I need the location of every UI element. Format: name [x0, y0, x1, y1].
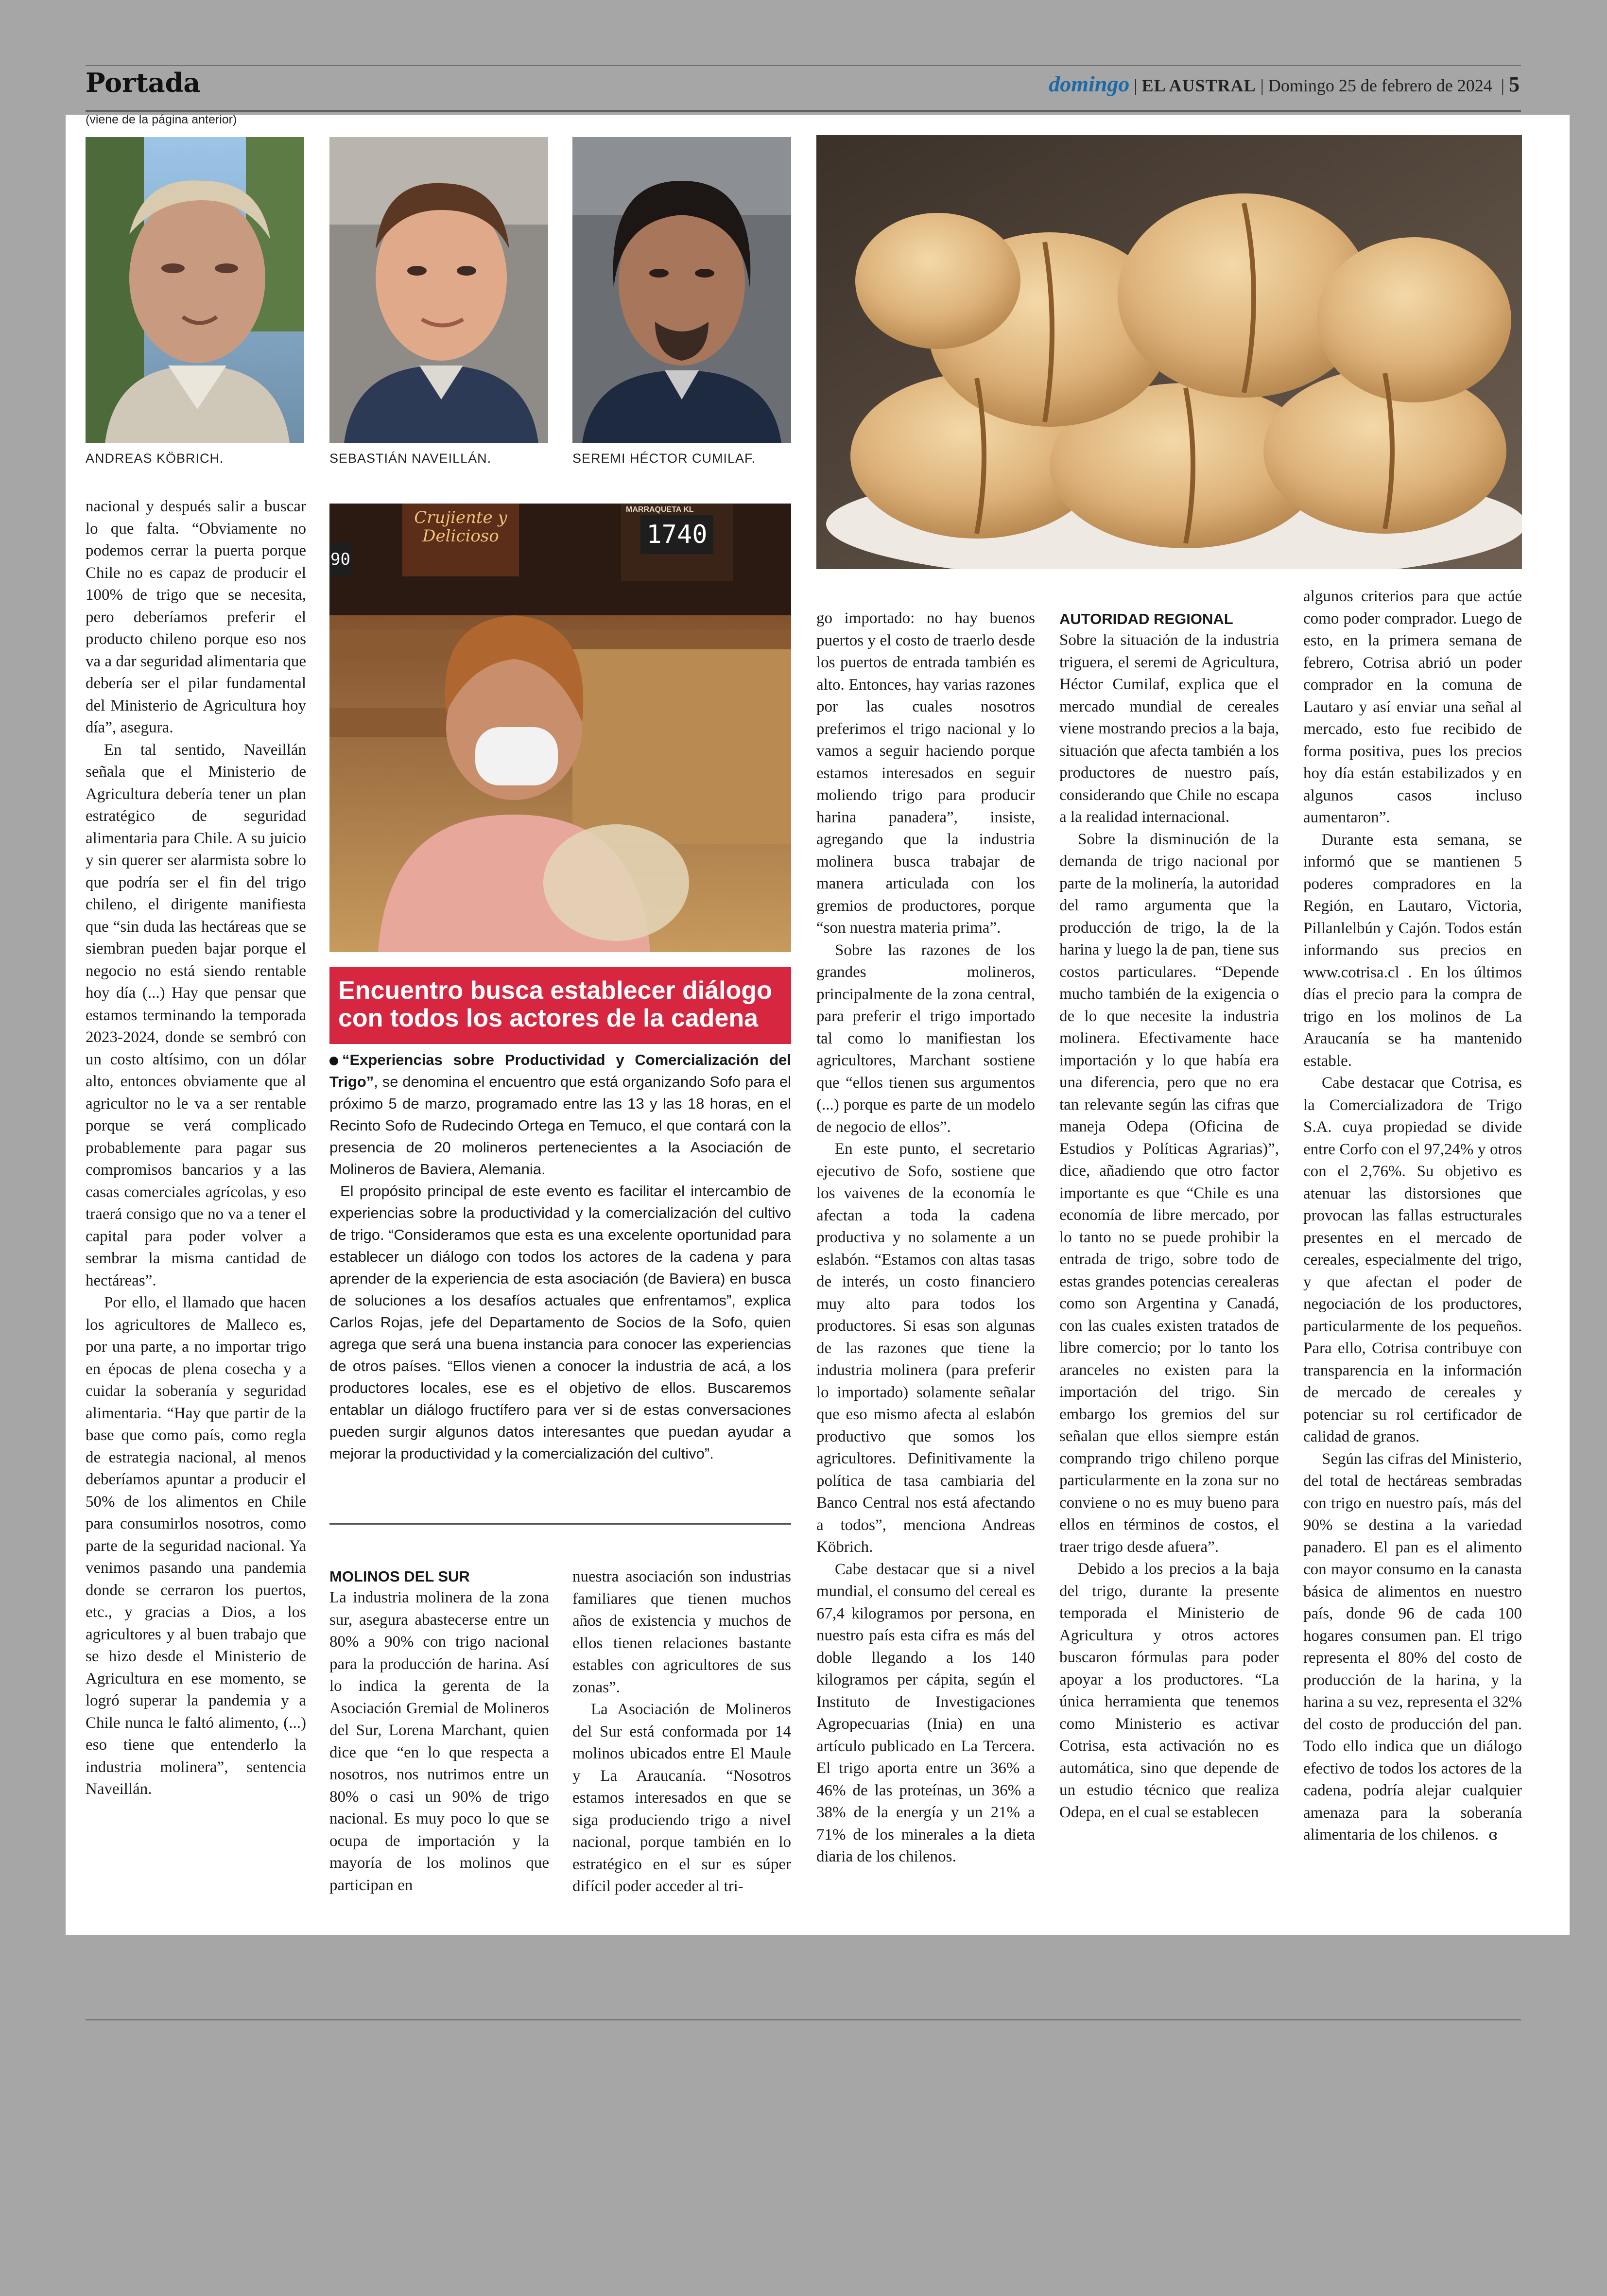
brand-name: domingo — [1049, 71, 1130, 96]
paragraph: Debido a los precios a la baja del trigo, durante la presente temporada el Ministerio de Agricultura y otros actores buscaron fórmulas para poder apoyar a los productores. “La única herramienta que tenemos como Ministerio es activar Cotrisa, esta activación no es automática, sino que depende de un estudio técnico que realiza Odepa, en el cual se establecen — [1059, 1560, 1279, 1821]
header-top-rule — [86, 65, 1521, 66]
portrait-hector-cumilaf — [572, 137, 791, 443]
header-bottom-rule — [86, 110, 1521, 112]
paragraph: algunos criterios para que actúe como poder comprador. Luego de esto, en la primera semana de febrero, Cotrisa abrió un poder comprador en la comuna de Lautaro y así enviar una señal al mercado, esto fue recibido de forma positiva, pues los precios hoy día están estabilizados y en algunos casos incluso aumentaron”. — [1303, 588, 1522, 826]
caption-portrait-1: ANDREAS KÖBRICH. — [86, 451, 224, 466]
bakery-sign-2: MARRAQUETA KL — [626, 505, 694, 514]
paragraph: En tal sentido, Naveillán señala que el Ministerio de Agricultura debería tener un plan estratégico de seguridad alimentaria para Chile. A su juicio y sin querer ser alarmista sobre lo que podría ser el fin del trigo chileno, el dirigente manifiesta que “sin duda las hectáreas que se siembran pueden bajar porque el negocio no está siendo rentable hoy día (...) Hay que pensar que estamos terminando la temporada 2023-2024, donde se sembró con un costo altísimo, con un dólar alto, entonces obviamente que al agricultor no le va a ser rentable porque se verá complicado probablemente para pagar sus compromisos bancarios y a las casas comerciales agrícolas, y eso traerá consigo que no va a tener el capital para poder volver a sembrar la misma cantidad de hectáreas”. — [86, 741, 306, 1289]
box-headline: Encuentro busca establecer diálogo con todos los actores de la cadena — [329, 967, 791, 1044]
caption-portrait-3: SEREMI HÉCTOR CUMILAF. — [572, 451, 756, 466]
masthead: domingo | EL AUSTRAL | Domingo 25 de febrero de 2024 | 5 — [1049, 71, 1520, 96]
paragraph: La industria molinera de la zona sur, asegura abastecerse entre un 80% a 90% con trigo nacional para la producción de harina. Así lo indica la gerenta de la Asociación Gremial de Molineros del Sur, Lorena Marchant, quien dice que “en lo que respecta a nosotros, nos nutrimos entre un 80% o casi un 90% de trigo nacional. Es muy poco lo que se ocupa de importación y la mayoría de los molinos que participan en — [329, 1589, 549, 1894]
bread-photo — [816, 135, 1522, 569]
article-column-4 — [816, 608, 1035, 1910]
box-body — [329, 1049, 791, 1464]
subhead-autoridad: AUTORIDAD REGIONAL — [1059, 610, 1233, 627]
bakery-photo — [329, 504, 791, 952]
article-column-5 — [1059, 609, 1279, 1911]
caption-portrait-2: SEBASTIÁN NAVEILLÁN. — [329, 451, 492, 466]
box-lead-rest: , se denomina el encuentro que está organizando Sofo para el próximo 5 de marzo, programado entre las 13 y las 18 horas, en el Recinto Sofo de Rudecindo Ortega en Temuco, el que contará con la presencia de 20 molineros pertenecientes a la Asociación de Molineros de Baviera, Alemania. — [329, 1073, 791, 1178]
paper-name: EL AUSTRAL — [1141, 76, 1256, 95]
paragraph: Cabe destacar que Cotrisa, es la Comercializadora de Trigo S.A. cuya propiedad se divide entre Corfo con el 97,24% y otros con el 2,76%. Su objetivo es atenuar las distorsiones que provocan las fallas estructurales presentes en el mercado de cereales, especialmente del trigo, y que afectan el poder de negociación de los productores, particularmente de los pequeños. Para ello, Cotrisa contribuye con transparencia en la información de mercado de cereales y potenciar su rol certificador de calidad de granos. — [1303, 1074, 1522, 1445]
paragraph: Por ello, el llamado que hacen los agricultores de Malleco es, por una parte, a no importar trigo en épocas de plena cosecha y a cuidar la soberanía y seguridad alimentaria. “Hay que partir de la base que como país, como regla de estrategia nacional, al menos deberíamos apuntar a producir el 50% de los alimentos en Chile para consumirlos nosotros, como parte de la seguridad nacional. Ya venimos pasando una pandemia donde se cerraron los puertos, etc., y gracias a Dios, a los agricultores y al buen trabajo que se hizo desde el Ministerio de Agricultura en ese momento, se logró superar la pandemia y a Chile nunca le faltó alimento, (...) eso tiene que entenderlo la industria molinera”, sentencia Naveillán. — [86, 1294, 306, 1798]
page-number: 5 — [1509, 72, 1520, 96]
bullet-dot — [329, 1057, 338, 1065]
article-column-3 — [572, 1566, 791, 1906]
box-lead-bold: “Experiencias sobre Productividad y Comercialización del Trigo” — [329, 1051, 791, 1090]
article-column-2 — [329, 1566, 549, 1906]
footer-rule — [86, 2019, 1521, 2020]
paragraph: nacional y después salir a buscar lo que falta. “Obviamente no podemos cerrar la puerta porque Chile no es capaz de producir el 100% de trigo que se necesita, pero deberíamos preferir el producto chileno porque eso nos va a dar seguridad alimentaria que debería ser el pilar fundamental del Ministerio de Agricultura hoy día”, asegura. — [86, 498, 306, 736]
paragraph: Sobre la situación de la industria triguera, el seremi de Agricultura, Héctor Cumilaf, explica que el mercado mundial de cereales viene mostrando precios a la baja, situación que afecta también a los productores de nuestro país, considerando que Chile no escapa a la realidad internacional. — [1059, 631, 1279, 826]
subhead-molinos: MOLINOS DEL SUR — [329, 1568, 470, 1585]
paragraph: Según las cifras del Ministerio, del total de hectáreas sembradas con trigo en nuestro país, más del 90% se destina a la variedad panadero. El pan es el alimento con mayor consumo en la canasta básica de alimentos en nuestro país, donde 96 de cada 100 hogares consumen pan. El trigo representa el 80% del costo de producción de la harina, y la harina a su vez, representa el 32% del costo de producción del pan. Todo ello indica que un diálogo efectivo de todos los actores de la cadena, podría alejar cualquier amenaza para la soberanía alimentaria de los chilenos. ɞ — [1303, 1450, 1522, 1844]
article-column-1 — [86, 496, 306, 1905]
paragraph: go importado: no hay buenos puertos y el costo de traerlo desde los puertos de entrada también es alto. Entonces, hay varias razones por las cuales nosotros preferimos el trigo nacional y lo vamos a seguir haciendo porque estamos interesados en seguir moliendo trigo para producir harina panadera”, insiste, agregando que la industria molinera busca trabajar de manera articulada con los gremios de productores, porque “son nuestra materia prima”. — [816, 609, 1035, 937]
bakery-price: 1740 — [640, 515, 713, 554]
section-label: Portada — [86, 67, 201, 98]
end-mark-icon: ɞ — [1488, 1826, 1498, 1844]
bakery-price-2: 90 — [329, 542, 351, 576]
paragraph: Durante esta semana, se informó que se mantienen 5 poderes compradores en la Región, en Lautaro, Victoria, Pillanlelbún y Cajón. Todos están informando sus precios en www.cotrisa.cl . En los últimos días el precio para la compra de trigo en los molinos de La Araucanía se ha mantenido estable. — [1303, 831, 1522, 1070]
portrait-andreas-kobrich — [86, 137, 304, 443]
issue-date: Domingo 25 de febrero de 2024 — [1268, 76, 1492, 95]
bakery-sign-1: Crujiente y Delicioso — [414, 508, 507, 546]
article-column-6 — [1303, 586, 1522, 1908]
continued-note: (viene de la página anterior) — [86, 113, 237, 126]
paragraph: Cabe destacar que si a nivel mundial, el consumo del cereal es 67,4 kilogramos por persona, en nuestro país esta cifra es más del doble llegando a los 140 kilogramos per cápita, según el Instituto de Investigaciones Agropecuarias (Inia) en una artículo publicado en La Tercera. El trigo aporta entre un 36% a 46% de las proteínas, un 36% a 38% de la energía y un 21% a 71% de los minerales a la dieta diaria de los chilenos. — [816, 1560, 1035, 1865]
paragraph: En este punto, el secretario ejecutivo de Sofo, sostiene que los vaivenes de la economía le afectan a toda la cadena productiva y no solamente a un eslabón. “Estamos con altas tasas de interés, un costo financiero muy alto para todos los productores. Si esas son algunas de las razones que tiene la industria molinera (para preferir lo importado) solamente señalar que eso mismo afecta al eslabón productivo que somos los agricultores. Definitivamente la política de tasa cambiaria del Banco Central nos está afectando a todos”, menciona Andreas Köbrich. — [816, 1140, 1035, 1556]
paragraph: Sobre las razones de los grandes molineros, principalmente de la zona central, para preferir el trigo importado tal como lo manifiestan los agricultores, Marchant sostiene que “ellos tienen sus argumentos (...) porque es parte de un modelo de negocio de ellos”. — [816, 941, 1035, 1136]
paragraph: nuestra asociación son industrias familiares que tienen muchos años de existencia y muchos de ellos tienen relaciones bastante estables con agricultores de sus zonas”. — [572, 1568, 791, 1696]
section-divider — [329, 1523, 791, 1525]
portrait-sebastian-naveillan — [329, 137, 548, 443]
paragraph: Sobre la disminución de la demanda de trigo nacional por parte de la molinería, la autoridad del ramo argumenta que la producción de trigo, la de la harina y luego la de pan, tiene sus costos particulares. “Depende mucho también de la exigencia o de lo que necesite la industria molinera. Efectivamente hace importación y lo que había era una diferencia, pero que no era tan relevante según las cifras que maneja Odepa (Oficina de Estudios y Políticas Agrarias)”, dice, añadiendo que otro factor importante es que “Chile es una economía de libre mercado, por lo tanto no se puede prohibir la entrada de trigo, sobre todo de estas grandes potencias cerealeras como son Argentina y Canadá, con las cuales existen tratados de libre comercio; por lo tanto los aranceles no existen para la importación del trigo. Sin embargo los gremios del sur señalan que ellos siempre están comprando trigo chileno porque particularmente en la zona sur no conviene o no es muy bueno para ellos en términos de costos, el traer trigo desde afuera”. — [1059, 830, 1279, 1556]
paragraph: El propósito principal de este evento es facilitar el intercambio de experiencias sobre la productividad y la comercialización del cultivo de trigo. “Consideramos que esta es una excelente oportunidad para establecer un diálogo con todos los actores de la cadena y para aprender de la experiencia de esta asociación (de Baviera) en busca de soluciones a los desafíos actuales que enfrentamos”, explica Carlos Rojas, jefe del Departamento de Socios de la Sofo, quien agrega que será una buena instancia para conocer las experiencias de otros países. “Ellos vienen a conocer la industria de acá, a los productores locales, ese es el objetivo de ellos. Buscaremos entablar un diálogo fructífero para ver si de estas conversaciones pueden surgir algunos datos interesantes que puedan ayudar a mejorar la productividad y la comercialización del cultivo”. — [329, 1183, 791, 1462]
paragraph: La Asociación de Molineros del Sur está conformada por 14 molinos ubicados entre El Maule y La Araucanía. “Nosotros estamos interesados en que se siga produciendo trigo a nivel nacional, porque también en lo estratégico en el sur es súper difícil poder acceder al tri- — [572, 1701, 791, 1895]
